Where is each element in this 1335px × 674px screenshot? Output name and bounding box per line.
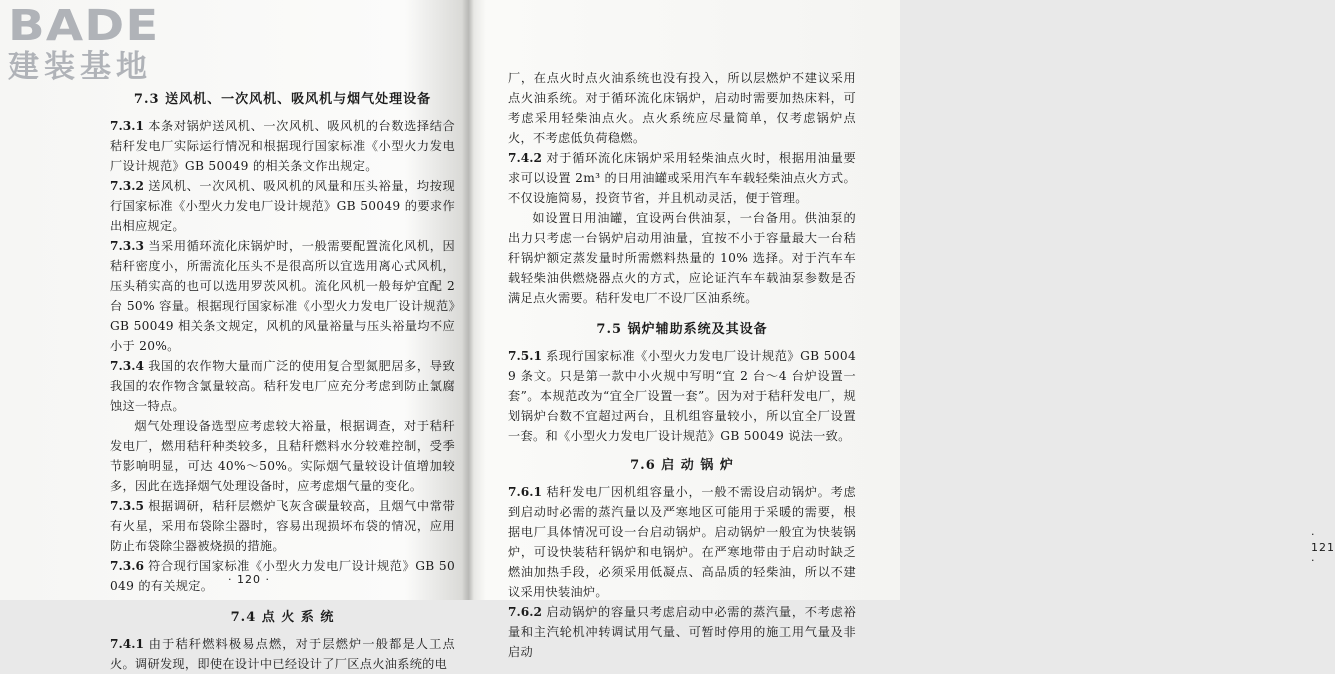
clause-7-6-1: [508, 482, 856, 602]
clause-text: 当采用循环流化床锅炉时，一般需要配置流化风机，因秸秆密度小，所需流化压头不是很高所以宜选用离心式风机，压头稍实高的也可以选用罗茨风机。流化风机一般每炉宜配 2 台 50% 容量。根据现行国家标准《小型火力发电厂设计规范》GB 50049 相关条文规定，风机的风量裕量与压头裕量均不应小于 20%。: [110, 239, 455, 353]
clause-number: 7.3.4: [110, 359, 144, 373]
clause-number: 7.4.2: [508, 151, 542, 165]
clause-text: 本条对锅炉送风机、一次风机、吸风机的台数选择结合秸秆发电厂实际运行情况和根据现行国家标准《小型火力发电厂设计规范》GB 50049 的相关条文作出规定。: [110, 119, 455, 173]
clause-7-4-2: [508, 148, 856, 208]
logo-text-latin: BADE: [8, 1, 160, 51]
clause-text: 由于秸秆燃料极易点燃，对于层燃炉一般都是人工点火。调研发现，即使在设计中已经设计了厂区点火油系统的电: [110, 637, 455, 671]
clause-7-4-1: [110, 634, 455, 674]
clause-number: 7.3.2: [110, 179, 144, 193]
clause-7-4-1-cont: 厂，在点火时点火油系统也没有投入，所以层燃炉不建议采用点火油系统。对于循环流化床锅炉，启动时需要加热床料，可考虑采用轻柴油点火。点火系统应尽量简单，仅考虑锅炉点火，不考虑低负荷稳燃。: [508, 71, 856, 145]
clause-text: 烟气处理设备选型应考虑较大裕量，根据调查，对于秸秆发电厂，燃用秸秆种类较多，且秸秆燃料水分较难控制，受季节影响明显，可达 40%～50%。实际烟气量较设计值增加较多，因此在选择烟气处理设备时，应考虑烟气量的变化。: [110, 419, 455, 493]
clause-7-6-2: [508, 602, 856, 662]
clause-text: 系现行国家标准《小型火力发电厂设计规范》GB 50049 条文。只是第一款中小火规中写明“宜 2 台～4 台炉设置一套”。本规范改为“宜全厂设置一套”。因为对于秸秆发电厂，规划锅炉台数不宜超过两台，且机组容量较小，所以宜全厂设置一套。和《小型火力发电厂设计规范》GB 50049 说法一致。: [508, 349, 856, 443]
clause-7-3-3: [110, 236, 455, 356]
clause-number: 7.6.1: [508, 485, 542, 499]
book-gutter: [462, 0, 474, 600]
clause-text: 秸秆发电厂因机组容量小，一般不需设启动锅炉。考虑到启动时必需的蒸汽量以及严寒地区可能用于采暖的需要，根据电厂具体情况可设一台启动锅炉。启动锅炉一般宜为快装锅炉，可设快装秸秆锅炉和电锅炉。在严寒地带由于启动时缺乏燃油加热手段，必须采用低凝点、高品质的轻柴油，所以不建议采用快装油炉。: [508, 485, 856, 599]
clause-text: 送风机、一次风机、吸风机的风量和压头裕量，均按现行国家标准《小型火力发电厂设计规范》GB 50049 的要求作出相应规定。: [110, 179, 455, 233]
right-page-content: [508, 68, 856, 662]
clause-number: 7.3.3: [110, 239, 144, 253]
section-heading-7-5: 7.5 锅炉辅助系统及其设备: [596, 322, 768, 337]
section-heading-7-6: 7.6 启 动 锅 炉: [630, 458, 734, 473]
clause-text: 启动锅炉的容量只考虑启动中必需的蒸汽量，不考虑裕量和主汽轮机冲转调试用气量、可暂时停用的施工用气量及非启动: [508, 605, 856, 659]
clause-text: 对于循环流化床锅炉采用轻柴油点火时，根据用油量要求可以设置 2m³ 的日用油罐或采用汽车车载轻柴油点火方式。不仅设施简易，投资节省，并且机动灵活，便于管理。: [508, 151, 856, 205]
clause-text: 如设置日用油罐，宜设两台供油泵，一台备用。供油泵的出力只考虑一台锅炉启动用油量，宜按不小于容量最大一台秸秆锅炉额定蒸发量时所需燃料热量的 10% 选择。对于汽车车载轻柴油供燃烧器点火的方式，应论证汽车车载油泵参数是否满足点火需要。秸秆发电厂不设厂区油系统。: [508, 211, 856, 305]
clause-7-3-4-cont: [110, 416, 455, 496]
clause-7-3-2: [110, 176, 455, 236]
clause-number: 7.5.1: [508, 349, 542, 363]
left-page-content: [110, 90, 455, 674]
page-number-right: · 121 ·: [1311, 528, 1335, 567]
clause-number: 7.4.1: [110, 637, 144, 651]
clause-7-4-2-cont: [508, 208, 856, 308]
clause-7-5-1: [508, 346, 856, 446]
clause-7-3-6: [110, 556, 455, 596]
clause-7-3-1: [110, 116, 455, 176]
left-page: [110, 0, 455, 671]
clause-text: 我国的农作物大量而广泛的使用复合型氮肥居多，导致我国的农作物含氯量较高。秸秆发电厂应充分考虑到防止氯腐蚀这一特点。: [110, 359, 455, 413]
logo-text-chinese: 建装基地: [8, 49, 152, 85]
clause-7-3-4: [110, 356, 455, 416]
clause-number: 7.3.1: [110, 119, 144, 133]
clause-number: 7.3.5: [110, 499, 144, 513]
clause-number: 7.6.2: [508, 605, 542, 619]
clause-7-3-5: [110, 496, 455, 556]
section-heading-7-4: 7.4 点 火 系 统: [230, 610, 335, 625]
section-heading-7-3: 7.3 送风机、一次风机、吸风机与烟气处理设备: [133, 92, 432, 107]
clause-text: 符合现行国家标准《小型火力发电厂设计规范》GB 50049 的有关规定。: [110, 559, 455, 593]
right-page: [508, 0, 1335, 659]
page-number-left: · 120 ·: [228, 573, 270, 586]
clause-text: 根据调研，秸秆层燃炉飞灰含碳量较高，且烟气中常带有火星，采用布袋除尘器时，容易出现损坏布袋的情况，应用防止布袋除尘器被烧损的措施。: [110, 499, 455, 553]
clause-number: 7.3.6: [110, 559, 144, 573]
